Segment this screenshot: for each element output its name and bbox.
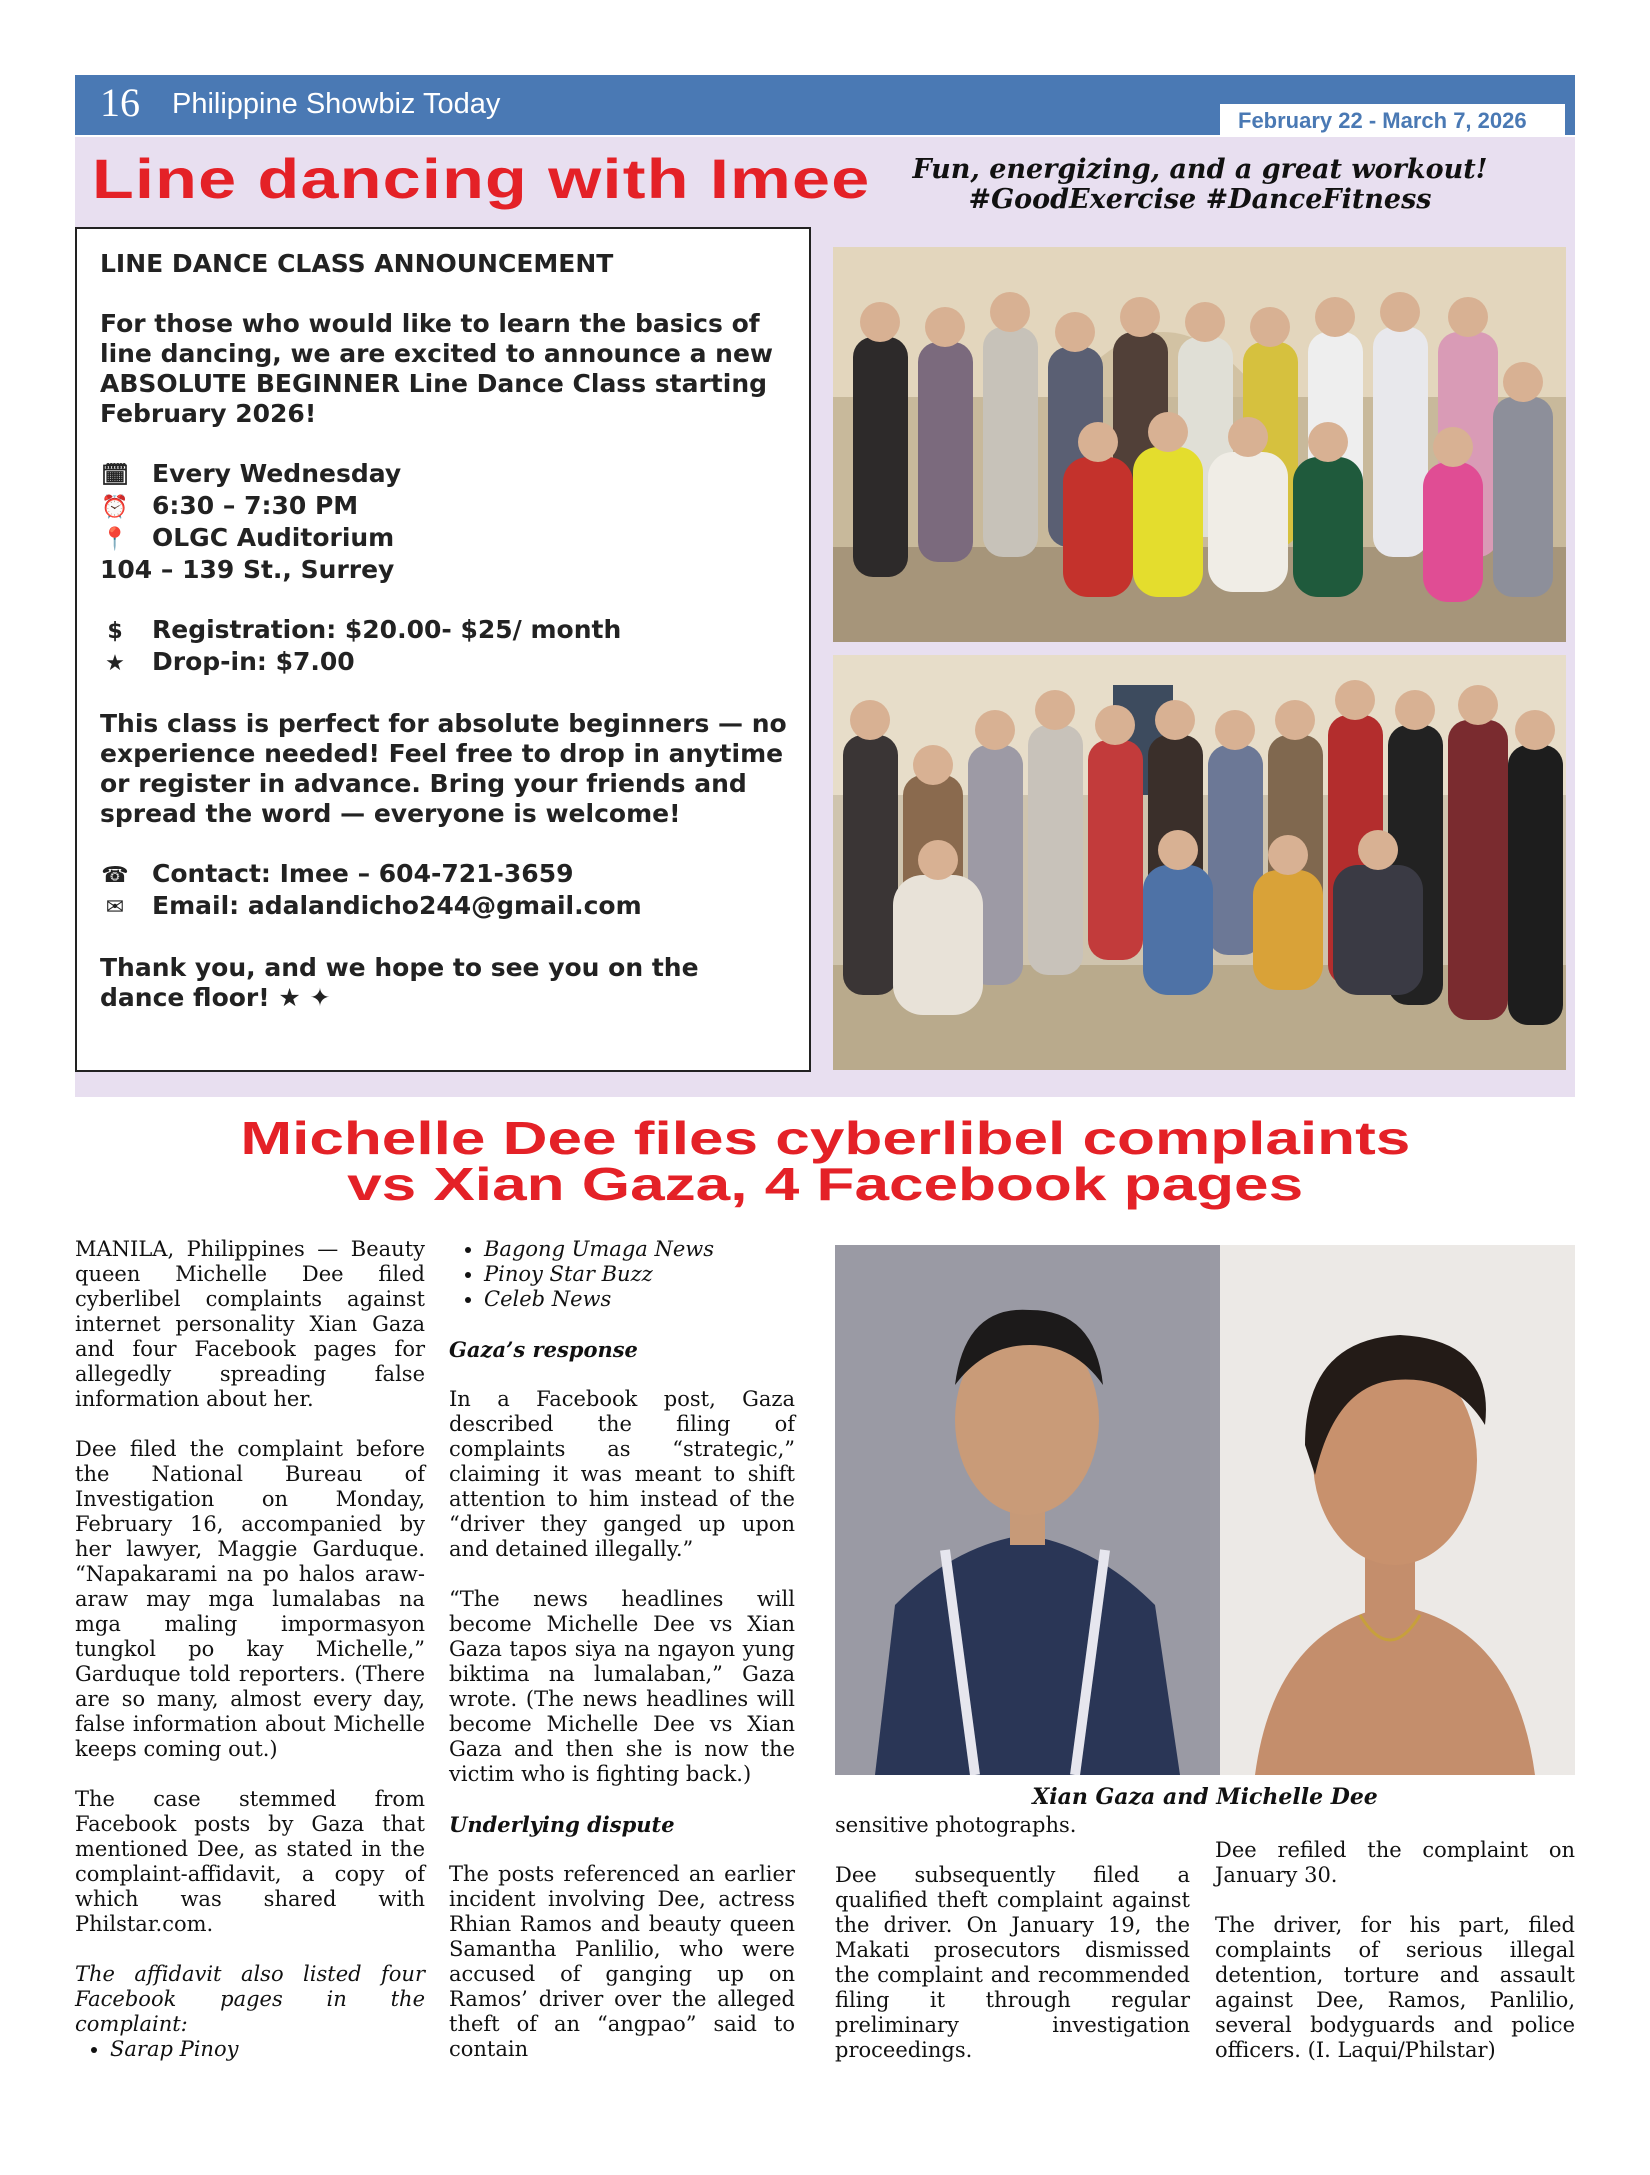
headline-line-2: vs Xian Gaza, 4 Facebook pages xyxy=(346,1158,1304,1210)
subheading: Underlying dispute xyxy=(449,1812,675,1837)
phone-icon: ☎ xyxy=(101,863,129,888)
contact-block xyxy=(100,859,790,923)
headline-line-1: Michelle Dee files cyberlibel complaints xyxy=(240,1112,1410,1164)
promo-title: Line dancing with Imee xyxy=(92,147,871,210)
list-item: • Sarap Pinoy xyxy=(110,2037,425,2062)
venue: OLGC Auditorium xyxy=(152,523,395,552)
registration-fee: Registration: $20.00- $25/ month xyxy=(152,615,622,644)
announcement-intro: For those who would like to learn the basics of line dancing, we are excited to announce a new ABSOLUTE BEGINNER Line Dance Class starting February 2026! xyxy=(100,309,773,428)
schedule-time: 6:30 – 7:30 PM xyxy=(152,491,359,520)
pin-icon: 📍 xyxy=(101,527,129,552)
list-item: • Pinoy Star Buzz xyxy=(484,1262,795,1287)
article-column-3 xyxy=(835,1813,1190,2088)
contact-email[interactable]: Email: adalandicho244@gmail.com xyxy=(152,891,642,920)
tagline-hashtags: #GoodExercise #DanceFitness xyxy=(968,184,1432,215)
paragraph: MANILA, Philippines — Beauty queen Michelle Dee filed cyberlibel complaints against internet personality Xian Gaza and four Facebook pages for allegedly spreading false information about her. xyxy=(75,1237,425,1411)
article-column-1 xyxy=(75,1237,425,2062)
paragraph: The case stemmed from Facebook posts by Gaza that mentioned Dee, as stated in the complaint-affidavit, a copy of which was shared with Philstar.com. xyxy=(75,1787,425,1936)
issue-date: February 22 - March 7, 2026 xyxy=(1238,108,1527,133)
facebook-pages-list xyxy=(75,2037,425,2062)
dancer-icon: ★ xyxy=(105,651,125,676)
clock-icon: ⏰ xyxy=(101,495,129,520)
announcement-closing: Thank you, and we hope to see you on the dance floor! ★ ✦ xyxy=(100,953,699,1012)
dollar-icon: $ xyxy=(107,619,123,644)
tagline-line-1: Fun, energizing, and a great workout! xyxy=(912,154,1488,185)
paragraph: In a Facebook post, Gaza described the filing of complaints as “strategic,” claiming it was meant to shift attention to him instead of the “driver they ganged up upon and detained illegally.” xyxy=(449,1387,795,1561)
article-photo xyxy=(835,1245,1575,1775)
calendar-icon: 🗓 xyxy=(101,463,129,488)
promo-tagline xyxy=(850,155,1550,215)
group-photo-top xyxy=(833,247,1566,642)
list-item: • Bagong Umaga News xyxy=(484,1237,795,1262)
envelope-icon: ✉ xyxy=(105,895,125,920)
fees-block xyxy=(100,615,790,679)
group-photo-bottom xyxy=(833,655,1566,1070)
announcement-body: This class is perfect for absolute beginners — no experience needed! Feel free to drop in anytime or register in advance. Bring your friends and spread the word — everyone is welcome! xyxy=(100,709,787,828)
paragraph: The posts referenced an earlier incident involving Dee, actress Rhian Ramos and beauty queen Samantha Panlilio, who were accused of ganging up on Ramos’ driver over the alleged theft of an “angpao” said to contain xyxy=(449,1862,795,2061)
paragraph: Dee subsequently filed a qualified theft complaint against the driver. On January 19, the Makati prosecutors dismissed the complaint and recommended filing it through regular preliminary investigation proceedings. xyxy=(835,1863,1190,2062)
paragraph: sensitive photographs. xyxy=(835,1813,1077,1837)
schedule-block xyxy=(100,459,790,585)
announcement-box xyxy=(75,227,811,1072)
contact-phone[interactable]: Contact: Imee – 604-721-3659 xyxy=(152,859,574,888)
article-column-4 xyxy=(1215,1838,1575,2088)
dancer-icon: ★ ✦ xyxy=(278,983,331,1012)
paragraph: Dee filed the complaint before the National Bureau of Investigation on Monday, February 16, accompanied by her lawyer, Maggie Garduque. “Napakarami na po halos araw-araw may mga lumalabas na mga maling impormasyon tungkol po kay Michelle,” Garduque told reporters. (There are so many, almost every day, false information about Michelle keeps coming out.) xyxy=(75,1437,425,1761)
paragraph: The driver, for his part, filed complaints of serious illegal detention, torture and assault against Dee, Ramos, Panlilio, several bodyguards and police officers. (I. Laqui/Philstar) xyxy=(1215,1913,1575,2062)
paragraph: Dee refiled the complaint on January 30. xyxy=(1215,1838,1575,1887)
publication-name: Philippine Showbiz Today xyxy=(172,88,501,120)
article-headline xyxy=(75,1112,1575,1210)
paragraph: The affidavit also listed four Facebook pages in the complaint: xyxy=(75,1962,425,2036)
address: 104 – 139 St., Surrey xyxy=(100,555,395,584)
schedule-day: Every Wednesday xyxy=(152,459,402,488)
dropin-fee: Drop-in: $7.00 xyxy=(152,647,355,676)
list-item: • Celeb News xyxy=(484,1287,795,1312)
page-number: 16 xyxy=(100,80,140,125)
photo-caption: Xian Gaza and Michelle Dee xyxy=(1032,1784,1378,1810)
announcement-heading: LINE DANCE CLASS ANNOUNCEMENT xyxy=(100,249,614,278)
paragraph: “The news headlines will become Michelle Dee vs Xian Gaza tapos siya na ngayon yung biktima na lumalaban,” Gaza wrote. (The news headlines will become Michelle Dee vs Xian Gaza and then she is now the victim who is fighting back.) xyxy=(449,1587,795,1786)
article-column-2 xyxy=(449,1237,795,2087)
facebook-pages-list-cont xyxy=(449,1237,795,1312)
subheading: Gaza’s response xyxy=(449,1337,638,1362)
